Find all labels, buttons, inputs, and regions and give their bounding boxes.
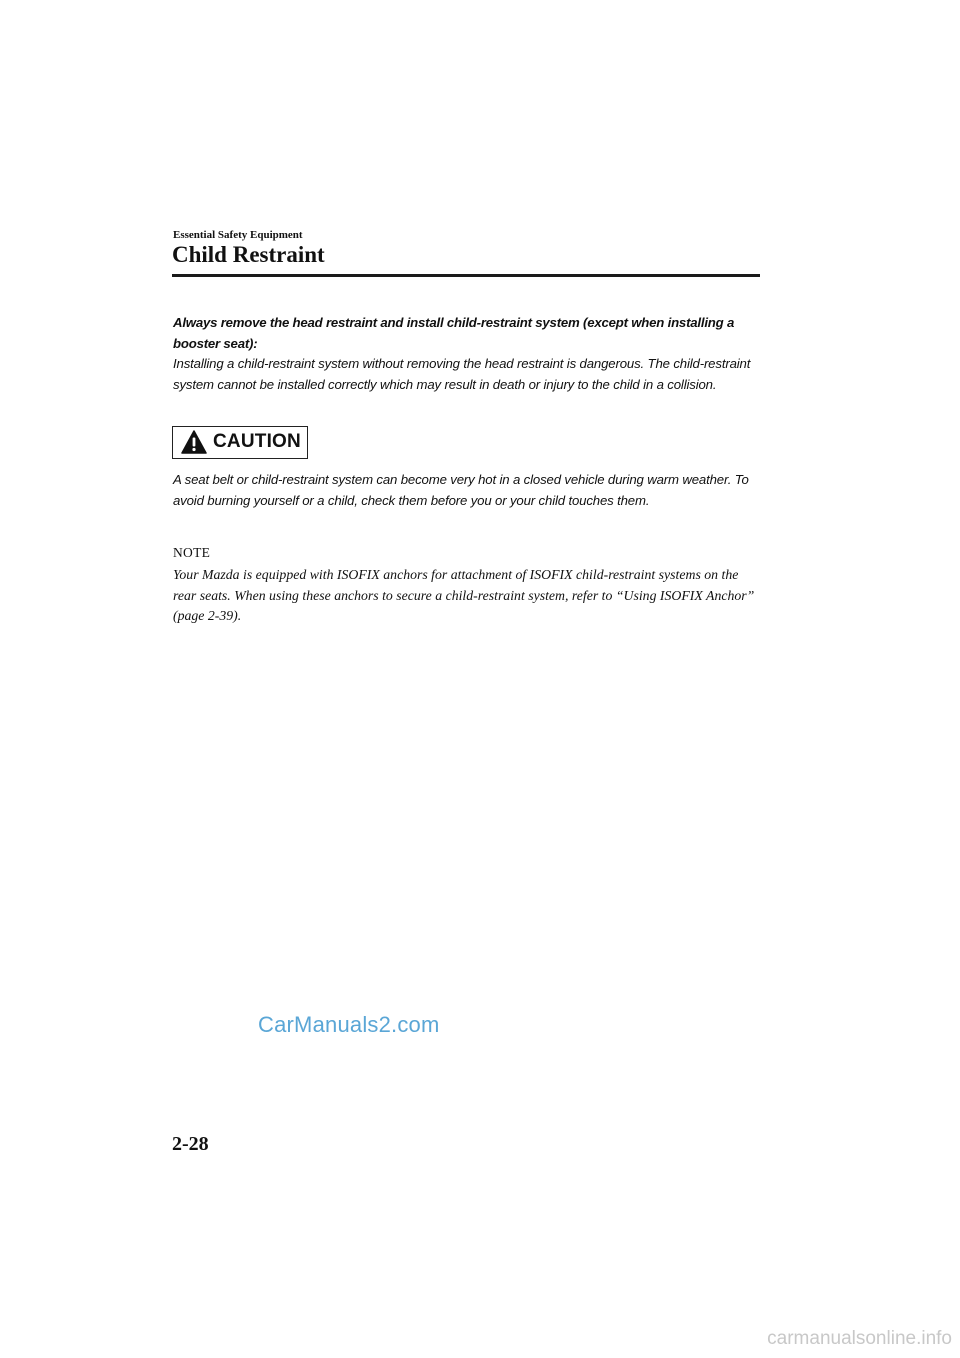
- section-label: Essential Safety Equipment: [173, 229, 303, 241]
- title-divider: [172, 274, 760, 277]
- footer-watermark[interactable]: carmanualsonline.info: [767, 1328, 952, 1349]
- note-heading: NOTE: [173, 545, 211, 560]
- caution-text: A seat belt or child-restraint system can become very hot in a closed vehicle during warm weather. To avoid burning yourself or a child, check them before you or your child touches them.: [173, 472, 749, 508]
- warning-block: [173, 313, 758, 395]
- caution-label: CAUTION: [213, 431, 301, 452]
- note-text: Your Mazda is equipped with ISOFIX anchors for attachment of ISOFIX child-restraint systems on the rear seats. When using these anchors to secure a child-restraint system, refer to “Using ISOFIX Anchor” (page 2-39).: [173, 567, 755, 623]
- watermark-link[interactable]: CarManuals2.com: [258, 1012, 440, 1037]
- caution-badge: [172, 426, 308, 459]
- page-number: 2-28: [172, 1133, 209, 1155]
- page-title: Child Restraint: [172, 242, 325, 267]
- warning-body: Installing a child-restraint system without removing the head restraint is dangerous. The child-restraint system cannot be installed correctly which may result in death or injury to the child in a collision.: [173, 356, 751, 392]
- warning-heading: Always remove the head restraint and install child-restraint system (except when installing a booster seat):: [173, 315, 735, 351]
- warning-triangle-icon: [181, 430, 207, 454]
